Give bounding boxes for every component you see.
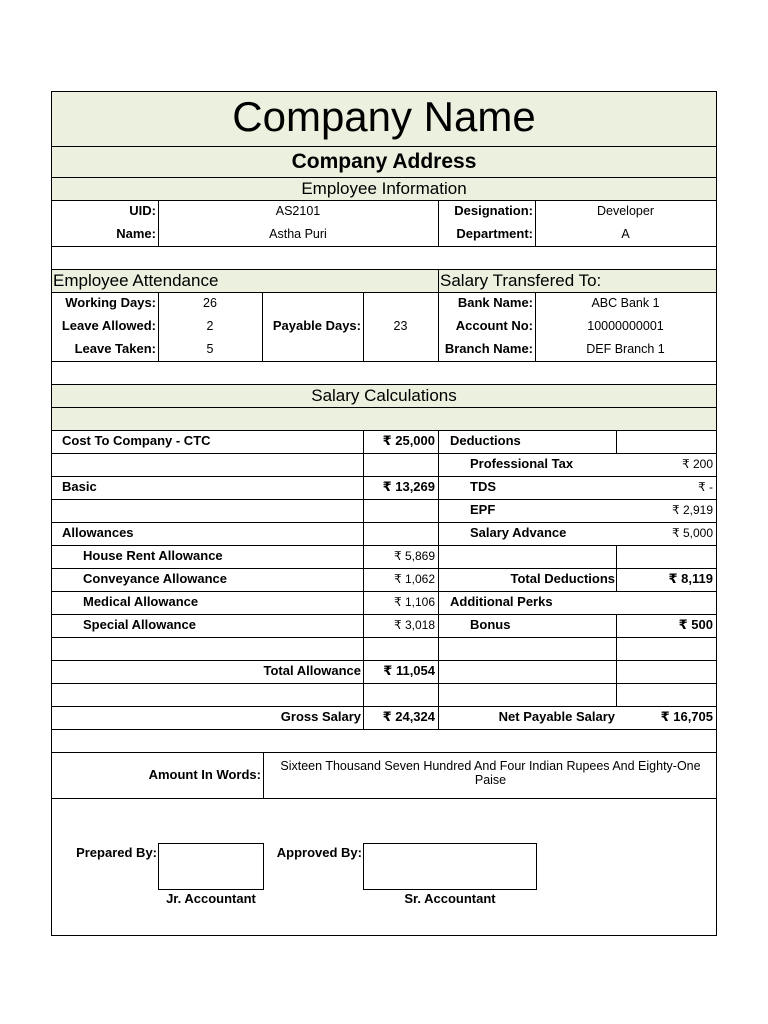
total-allowance-label: Total Allowance [263,663,361,678]
basic-value: ₹ 13,269 [382,479,435,494]
leave-taken-value: 5 [206,342,214,356]
attendance-heading: Employee Attendance [53,271,219,290]
prepared-by-role: Jr. Accountant [166,891,256,906]
prepared-by-signature-box[interactable] [158,843,264,890]
payable-days-value: 23 [393,319,408,333]
salary-transfer-heading: Salary Transfered To: [440,271,602,290]
hra-label: House Rent Allowance [83,548,223,563]
medical-label: Medical Allowance [83,594,199,609]
salary-advance-label: Salary Advance [470,525,567,540]
account-label: Account No: [455,318,533,333]
leave-allowed-value: 2 [206,319,214,333]
uid-value: AS2101 [275,204,321,218]
conveyance-value: ₹ 1,062 [394,572,435,586]
ctc-label: Cost To Company - CTC [62,433,211,448]
bank-value: ABC Bank 1 [591,296,660,310]
department-label: Department: [456,226,533,241]
professional-tax-label: Professional Tax [470,456,574,471]
hra-value: ₹ 5,869 [394,549,435,563]
allowances-label: Allowances [62,525,134,540]
name-value: Astha Puri [269,227,327,241]
working-days-label: Working Days: [65,295,156,310]
deductions-label: Deductions [450,433,521,448]
calc-heading: Salary Calculations [311,386,457,405]
amount-words-line1: Sixteen Thousand Seven Hundred And Four Indian Rupees And Eighty-One [280,759,701,773]
salary-slip [51,91,717,936]
epf-label: EPF [470,502,496,517]
company-name: Company Name [232,93,536,140]
epf-value: ₹ 2,919 [672,503,713,517]
professional-tax-value: ₹ 200 [682,457,713,471]
bonus-label: Bonus [470,617,511,632]
tds-label: TDS [470,479,496,494]
ctc-value: ₹ 25,000 [382,433,435,448]
calc-subband [52,407,716,430]
uid-label: UID: [129,203,156,218]
amount-words-label: Amount In Words: [148,767,261,782]
account-value: 10000000001 [587,319,664,333]
leave-allowed-label: Leave Allowed: [61,318,156,333]
branch-label: Branch Name: [444,341,533,356]
bank-label: Bank Name: [457,295,533,310]
approved-by-signature-box[interactable] [363,843,537,890]
department-value: A [621,227,630,241]
gross-salary-value: ₹ 24,324 [382,709,435,724]
working-days-value: 26 [203,296,217,310]
net-payable-value: ₹ 16,705 [660,709,713,724]
name-label: Name: [116,226,156,241]
tds-value: ₹ - [698,480,713,494]
basic-label: Basic [62,479,97,494]
bonus-value: ₹ 500 [678,617,713,632]
total-deductions-label: Total Deductions [510,571,615,586]
leave-taken-label: Leave Taken: [74,341,156,356]
amount-words-line2: Paise [474,773,507,787]
special-value: ₹ 3,018 [394,618,435,632]
salary-advance-value: ₹ 5,000 [672,526,713,540]
payable-days-label: Payable Days: [272,318,361,333]
employee-info-heading: Employee Information [301,179,467,198]
company-address: Company Address [291,150,477,173]
designation-label: Designation: [454,203,533,218]
branch-value: DEF Branch 1 [586,342,665,356]
approved-by-role: Sr. Accountant [404,891,496,906]
gross-salary-label: Gross Salary [280,709,361,724]
additional-perks-label: Additional Perks [450,594,553,609]
special-label: Special Allowance [83,617,196,632]
net-payable-label: Net Payable Salary [498,709,615,724]
conveyance-label: Conveyance Allowance [83,571,228,586]
prepared-by-label: Prepared By: [76,845,157,860]
total-allowance-value: ₹ 11,054 [383,663,435,678]
medical-value: ₹ 1,106 [394,595,435,609]
designation-value: Developer [597,204,654,218]
total-deductions-value: ₹ 8,119 [668,571,713,586]
approved-by-label: Approved By: [276,845,362,860]
